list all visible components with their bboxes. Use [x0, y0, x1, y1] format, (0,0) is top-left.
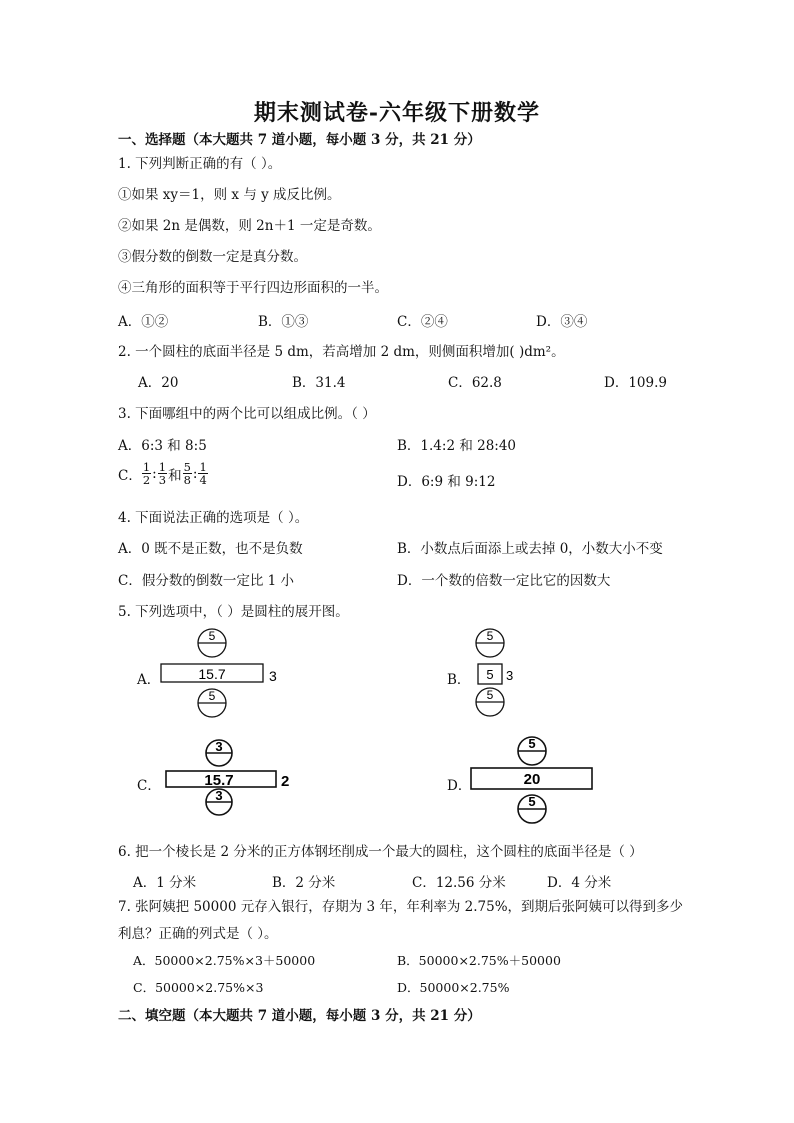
ratio-colon: :	[192, 465, 198, 482]
q1-option-a[interactable]: A．①②	[118, 314, 169, 330]
q6-option-d[interactable]: D．4 分米	[547, 875, 612, 891]
q1-stem: 1. 下列判断正确的有（ ）。	[118, 156, 282, 172]
q6-option-a[interactable]: A．1 分米	[133, 875, 197, 891]
q5-option-a-label[interactable]: A．	[137, 672, 161, 688]
q4-option-c[interactable]: C．假分数的倒数一定比 1 小	[118, 573, 295, 589]
fraction: $\frac{5}{8}$	[183, 460, 191, 487]
rect-label: 15.7	[204, 772, 234, 789]
q4-stem: 4. 下面说法正确的选项是（ ）。	[118, 510, 309, 526]
q1-statement-3: ③假分数的倒数一定是真分数。	[118, 249, 307, 265]
circle-label: 5	[208, 689, 216, 703]
q1-option-b[interactable]: B．①③	[258, 314, 309, 330]
q3-option-c[interactable]	[118, 461, 208, 486]
cylinder-net-c[interactable]	[160, 738, 300, 822]
circle-label: 5	[486, 688, 494, 702]
q5-option-c-label[interactable]: C．	[137, 778, 161, 794]
q1-option-d[interactable]: D．③④	[536, 314, 588, 330]
q1-statement-1: ①如果 xy＝1，则 x 与 y 成反比例。	[118, 187, 341, 203]
q6-option-b[interactable]: B．2 分米	[272, 875, 336, 891]
q2-stem: 2. 一个圆柱的底面半径是 5 dm，若高增加 2 dm，则侧面积增加( )dm²。	[118, 344, 565, 360]
q7-stem-line-2: 利息？正确的列式是（ ）。	[118, 926, 278, 942]
q3-option-c-label: C．	[118, 467, 142, 484]
q4-option-b[interactable]: B．小数点后面添上或去掉 0，小数大小不变	[397, 541, 663, 557]
q1-statement-2: ②如果 2n 是偶数，则 2n＋1 一定是奇数。	[118, 218, 381, 234]
q7-option-b[interactable]: B．50000×2.75%＋50000	[397, 953, 561, 968]
q7-option-a[interactable]: A．50000×2.75%×3＋50000	[133, 953, 316, 968]
q1-statement-4: ④三角形的面积等于平行四边形面积的一半。	[118, 280, 388, 296]
rect-label: 15.7	[198, 666, 226, 682]
cylinder-net-d[interactable]	[468, 736, 598, 830]
rect-label: 5	[486, 667, 494, 682]
q3-stem: 3. 下面哪组中的两个比可以组成比例。（ ）	[118, 406, 376, 422]
q3-option-d[interactable]: D．6:9 和 9:12	[397, 474, 496, 490]
section-2-heading: 二、填空题（本大题共 7 道小题，每小题 3 分，共 21 分）	[118, 1008, 481, 1024]
fraction: $\frac{1}{3}$	[158, 460, 167, 487]
circle-label: 5	[528, 794, 536, 809]
q2-option-d[interactable]: D．109.9	[604, 375, 667, 391]
q6-stem: 6. 把一个棱长是 2 分米的正方体钢坯削成一个最大的圆柱，这个圆柱的底面半径是（ ）	[118, 844, 643, 860]
q3-option-a[interactable]: A．6:3 和 8:5	[118, 438, 207, 454]
rect-label: 20	[523, 771, 541, 788]
circle-label: 5	[528, 736, 536, 751]
q7-option-c[interactable]: C．50000×2.75%×3	[133, 980, 264, 995]
circle-label: 3	[215, 739, 223, 754]
fraction: $\frac{1}{2}$	[142, 460, 151, 487]
circle-label: 5	[208, 629, 216, 643]
circle-label: 5	[486, 629, 494, 643]
q4-option-d[interactable]: D．一个数的倍数一定比它的因数大	[397, 573, 611, 589]
q6-option-c[interactable]: C．12.56 分米	[412, 875, 506, 891]
ratio-colon: :	[152, 465, 157, 482]
q2-option-b[interactable]: B．31.4	[292, 375, 346, 391]
side-label: 3	[506, 668, 514, 683]
q5-option-d-label[interactable]: D．	[447, 778, 472, 794]
q3-option-b[interactable]: B．1.4:2 和 28:40	[397, 438, 517, 454]
q5-stem: 5. 下列选项中，（ ）是圆柱的展开图。	[118, 604, 349, 620]
side-label: 2	[281, 773, 290, 790]
q2-option-c[interactable]: C．62.8	[448, 375, 502, 391]
q7-stem-line-1: 7. 张阿姨把 50000 元存入银行，存期为 3 年，年利率为 2.75%，到期后张阿姨可以得到多少	[118, 899, 684, 915]
q1-option-c[interactable]: C．②④	[397, 314, 448, 330]
q7-option-d[interactable]: D．50000×2.75%	[397, 980, 510, 995]
page-title: 期末测试卷-六年级下册数学	[253, 100, 541, 126]
q4-option-a[interactable]: A．0 既不是正数，也不是负数	[118, 541, 303, 557]
side-label: 3	[269, 668, 277, 684]
and-text: 和	[168, 467, 182, 484]
q2-option-a[interactable]: A．20	[138, 375, 179, 391]
section-1-heading: 一、选择题（本大题共 7 道小题，每小题 3 分，共 21 分）	[118, 132, 481, 148]
cylinder-net-a[interactable]	[155, 628, 295, 720]
circle-label: 3	[215, 788, 223, 803]
fraction: $\frac{1}{4}$	[199, 460, 207, 487]
cylinder-net-b[interactable]	[465, 628, 535, 720]
q5-option-b-label[interactable]: B．	[447, 672, 471, 688]
